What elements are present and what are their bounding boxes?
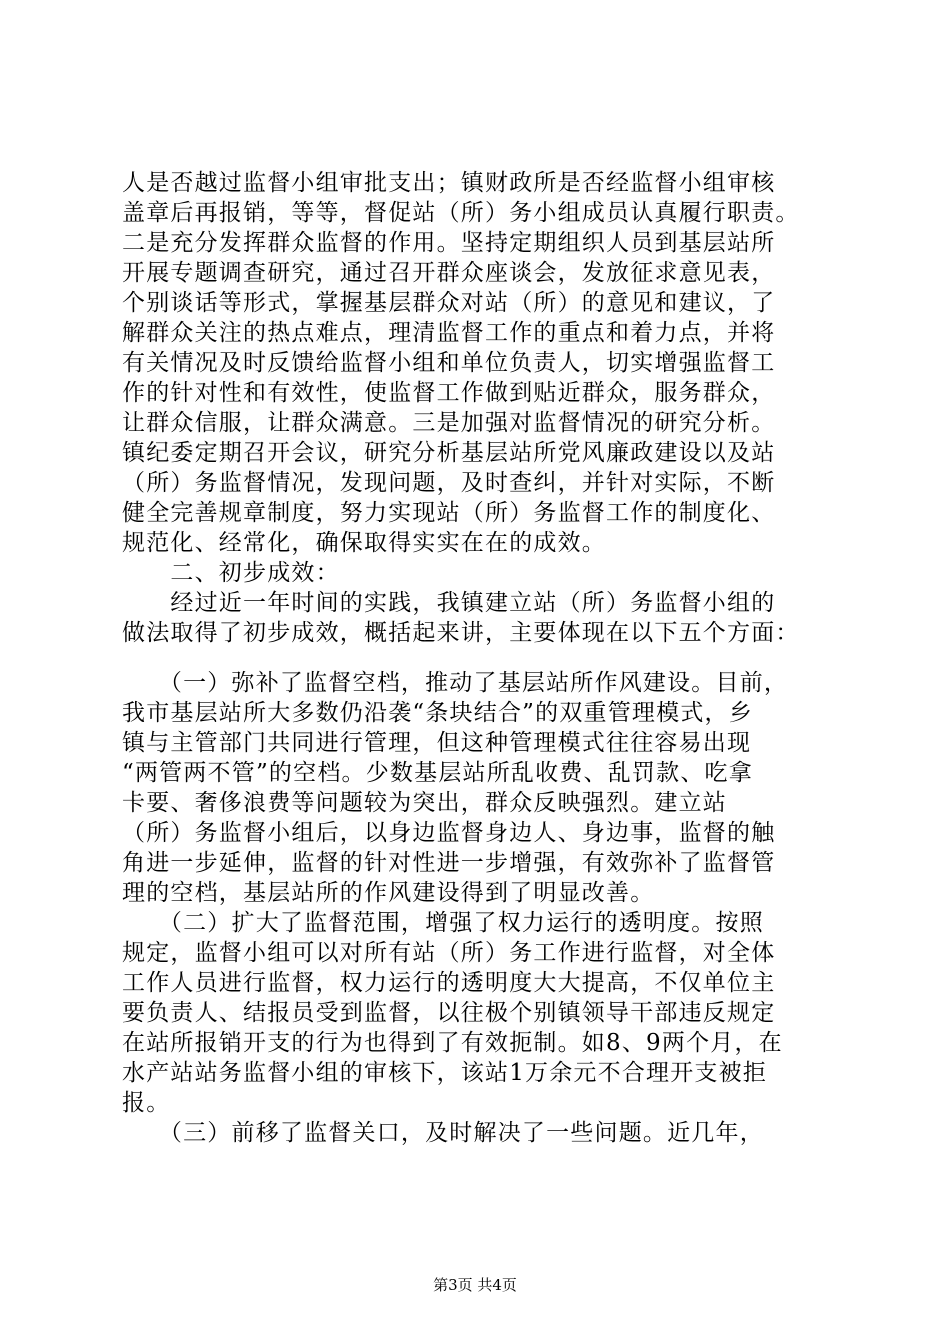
text-line: 个别谈话等形式，掌握基层群众对站（所）的意见和建议，了: [122, 290, 776, 316]
text-line: 镇与主管部门共同进行管理，但这种管理模式往往容易出现: [122, 730, 752, 756]
text-line: 工作人员进行监督，权力运行的透明度大大提高，不仅单位主: [122, 970, 776, 996]
text-line: （三）前移了监督关口，及时解决了一些问题。近几年，: [122, 1120, 764, 1146]
text-line: （一）弥补了监督空档，推动了基层站所作风建设。目前，: [122, 670, 789, 696]
text-line: 二是充分发挥群众监督的作用。坚持定期组织人员到基层站所: [122, 230, 776, 256]
text-line: 让群众信服，让群众满意。三是加强对监督情况的研究分析。: [122, 410, 776, 436]
text-line: 报。: [122, 1090, 171, 1116]
text-line: “两管两不管”的空档。少数基层站所乱收费、乱罚款、吃拿: [122, 760, 753, 786]
text-line: （所）务监督小组后，以身边监督身边人、身边事，监督的触: [122, 820, 776, 846]
text-line: 规定，监督小组可以对所有站（所）务工作进行监督，对全体: [122, 940, 776, 966]
text-line: 开展专题调查研究，通过召开群众座谈会，发放征求意见表，: [122, 260, 776, 286]
text-line: 理的空档，基层站所的作风建设得到了明显改善。: [122, 880, 655, 906]
text-line: 有关情况及时反馈给监督小组和单位负责人，切实增强监督工: [122, 350, 776, 376]
text-line: 规范化、经常化，确保取得实实在在的成效。: [122, 530, 606, 556]
text-line: （二）扩大了监督范围，增强了权力运行的透明度。按照: [122, 910, 764, 936]
text-line: 做法取得了初步成效，概括起来讲，主要体现在以下五个方面：: [122, 620, 800, 646]
text-line: 经过近一年时间的实践，我镇建立站（所）务监督小组的: [122, 590, 776, 616]
paragraph-gap: [122, 648, 842, 668]
text-line: 镇纪委定期召开会议，研究分析基层站所党风廉政建设以及站: [122, 440, 776, 466]
body-text: [122, 168, 842, 1148]
text-line: 角进一步延伸，监督的针对性进一步增强，有效弥补了监督管: [122, 850, 776, 876]
page-footer: 第3页 共4页: [433, 1276, 517, 1294]
text-line: 卡要、奢侈浪费等问题较为突出，群众反映强烈。建立站: [122, 790, 727, 816]
section-heading: 二、初步成效：: [122, 560, 340, 586]
text-line: 解群众关注的热点难点，理清监督工作的重点和着力点，并将: [122, 320, 776, 346]
text-line: 要负责人、结报员受到监督，以往极个别镇领导干部违反规定: [122, 1000, 776, 1026]
text-line: 作的针对性和有效性，使监督工作做到贴近群众，服务群众，: [122, 380, 776, 406]
text-line: 我市基层站所大多数仍沿袭“条块结合”的双重管理模式，乡: [122, 700, 753, 726]
text-line: 健全完善规章制度，努力实现站（所）务监督工作的制度化、: [122, 500, 776, 526]
text-line: 盖章后再报销，等等，督促站（所）务小组成员认真履行职责。: [122, 200, 800, 226]
text-line: 人是否越过监督小组审批支出；镇财政所是否经监督小组审核: [122, 170, 776, 196]
text-line: （所）务监督情况，发现问题，及时查纠，并针对实际，不断: [122, 470, 776, 496]
text-line: 水产站站务监督小组的审核下，该站1万余元不合理开支被拒: [122, 1060, 768, 1086]
text-line: 在站所报销开支的行为也得到了有效扼制。如8、9两个月，在: [122, 1030, 783, 1056]
